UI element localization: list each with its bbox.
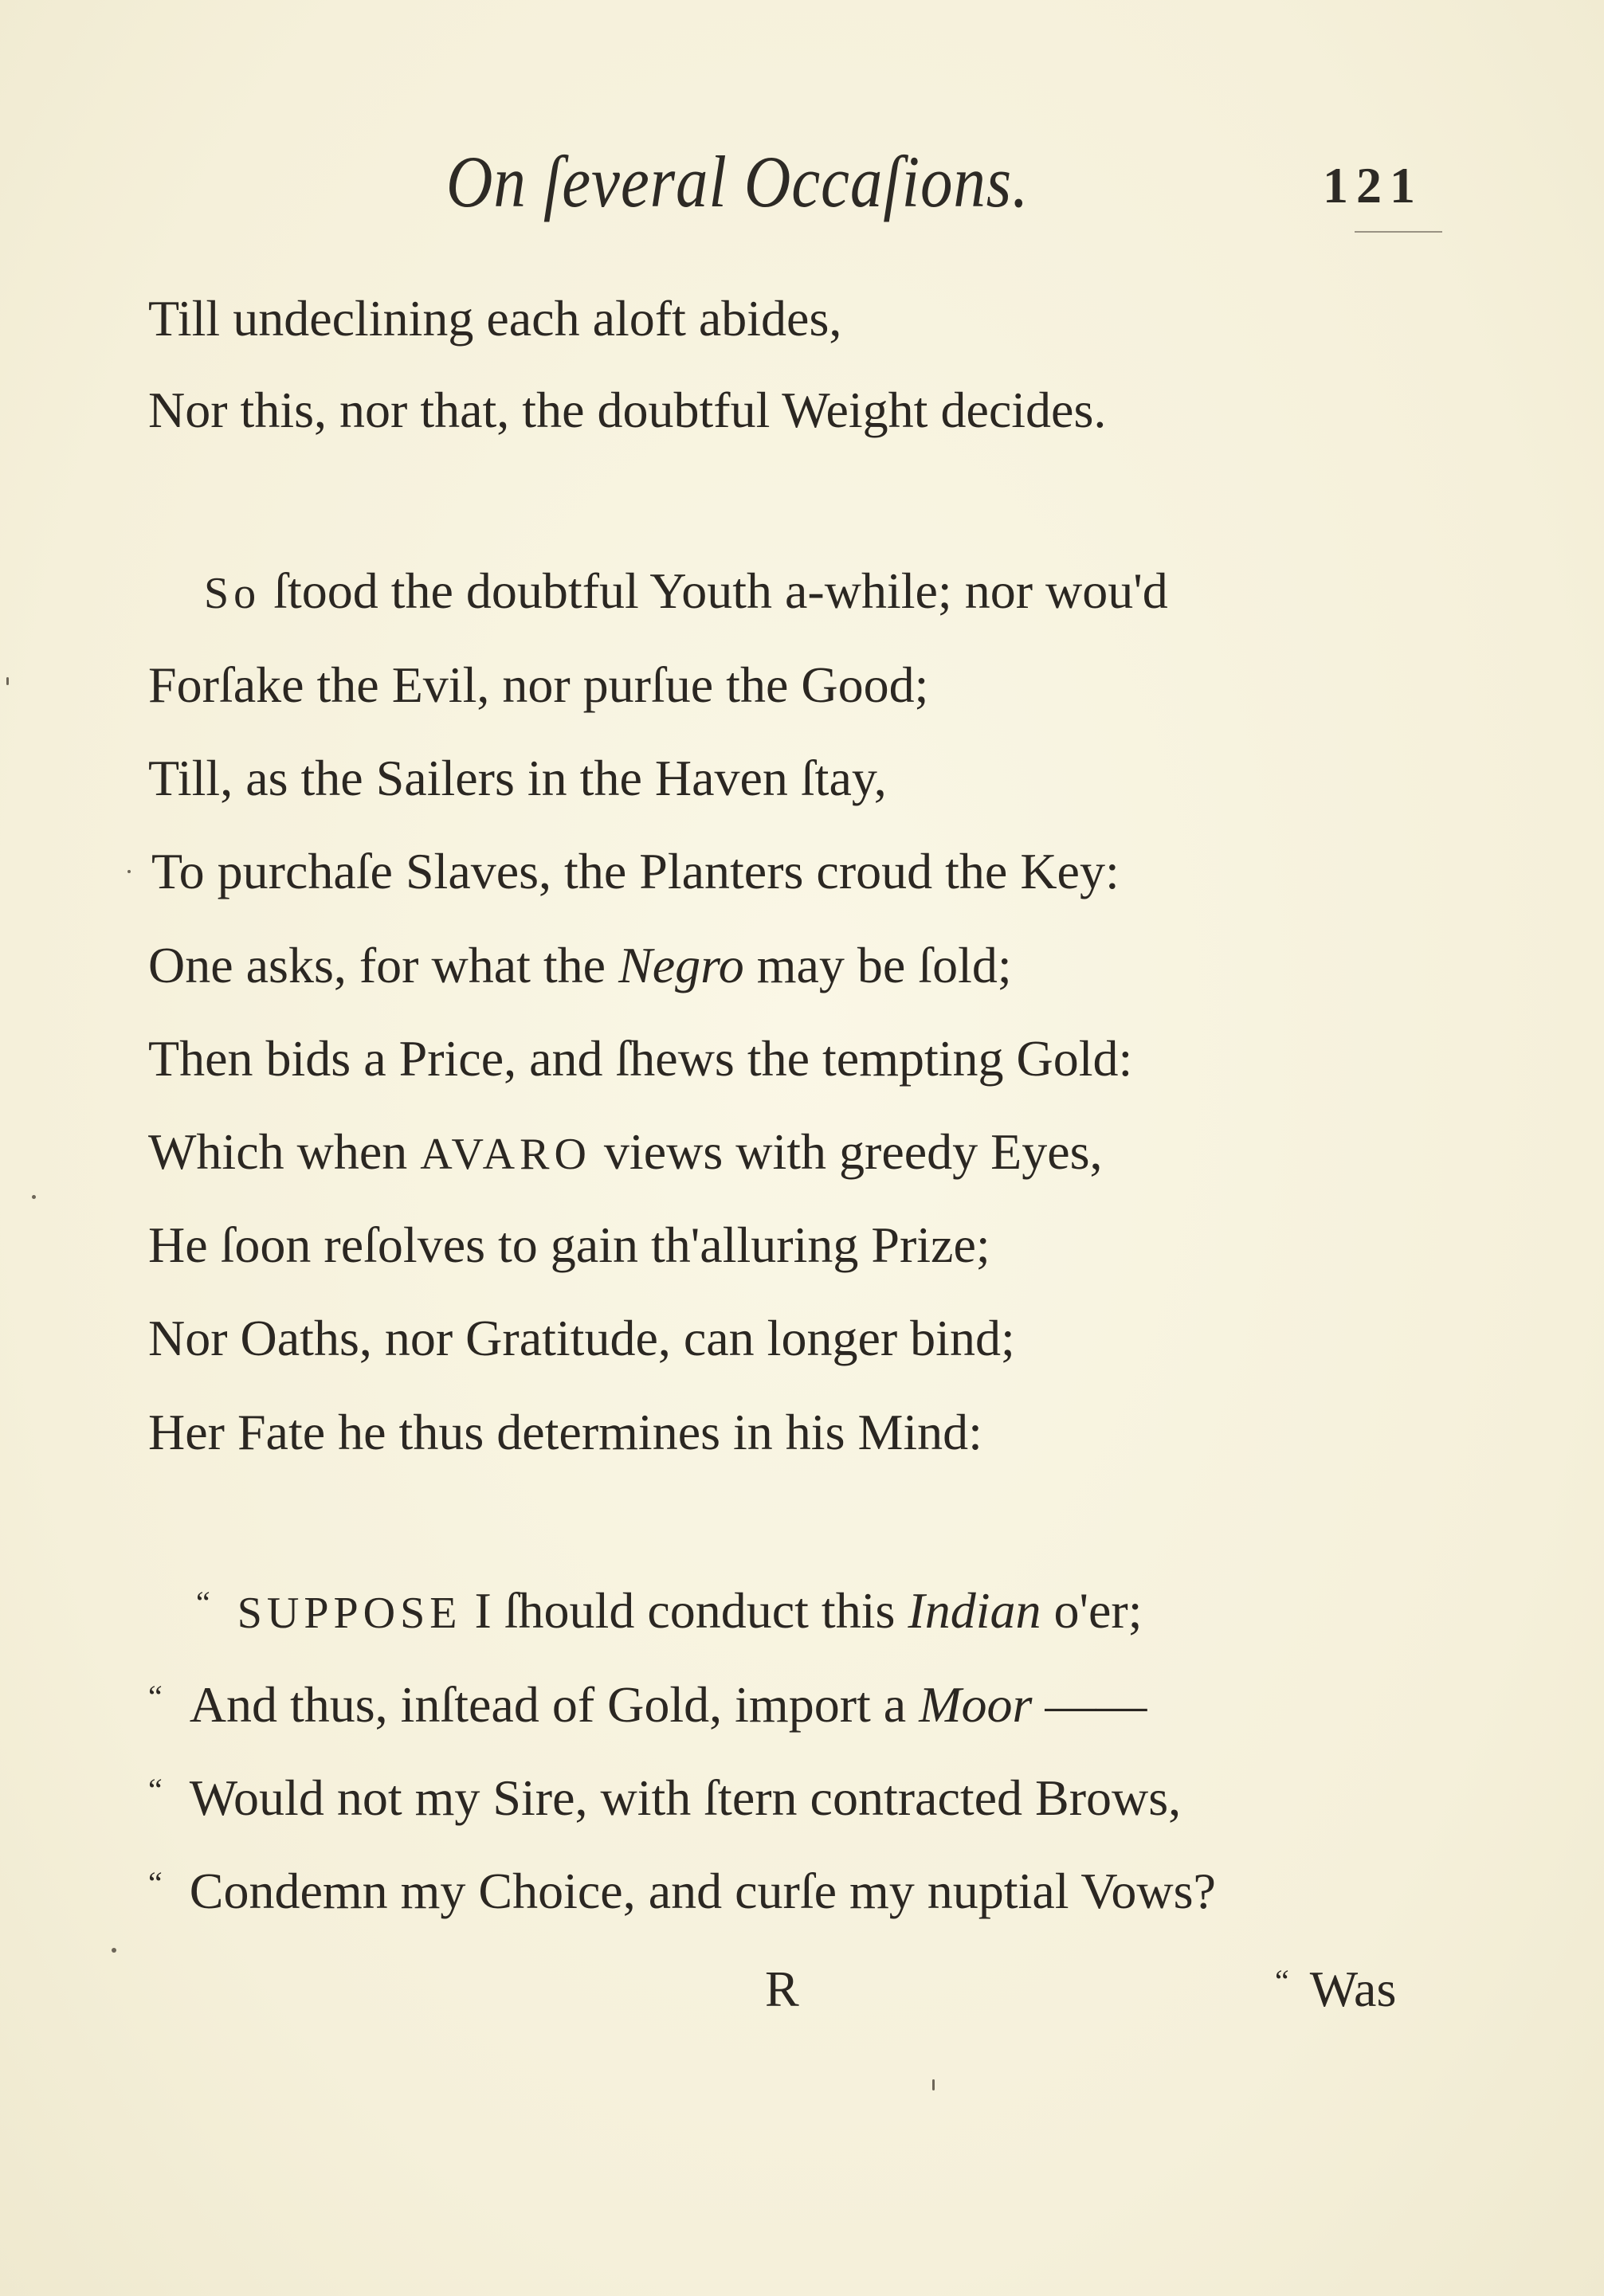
running-title: On ſeveral Occaſions. bbox=[446, 141, 1029, 222]
stanza2-line9: Nor Oaths, nor Gratitude, can longer bind; bbox=[148, 1310, 1015, 1366]
paper-speck bbox=[32, 1195, 36, 1199]
signature-mark: R bbox=[765, 1961, 799, 2017]
stanza2-line2: Forſake the Evil, nor purſue the Good; bbox=[148, 656, 929, 713]
quotation-mark: “ bbox=[1275, 1963, 1289, 1999]
stanza1-line1: Till undeclining each aloft abides, bbox=[148, 290, 842, 347]
quotation-mark: “ bbox=[148, 1865, 163, 1901]
italic-word-indian: Indian bbox=[908, 1582, 1041, 1639]
stanza1-line2: Nor this, nor that, the doubtful Weight decides. bbox=[148, 382, 1107, 438]
stanza2-line5: One asks, for what the Negro may be ſold; bbox=[148, 937, 1012, 993]
stanza3-opening-word: SUPPOSE bbox=[237, 1589, 462, 1638]
paper-speck bbox=[6, 677, 9, 685]
stanza2-opening-word: So bbox=[204, 569, 261, 618]
italic-word-moor: Moor bbox=[919, 1676, 1033, 1733]
stanza3-line2: “ And thus, inſtead of Gold, import a Moor —— bbox=[148, 1676, 1147, 1733]
stanza2-line10: Her Fate he thus determines in his Mind: bbox=[148, 1404, 982, 1460]
stanza2-line6: Then bids a Price, and ſhews the tempting Gold: bbox=[148, 1030, 1133, 1087]
quotation-mark: “ bbox=[148, 1772, 163, 1808]
stanza3-line4: “ Condemn my Choice, and curſe my nuptial Vows? bbox=[148, 1863, 1216, 1919]
stanza3-line3: “ Would not my Sire, with ſtern contracted Brows, bbox=[148, 1769, 1182, 1826]
stanza2-line7: Which when AVARO views with greedy Eyes, bbox=[148, 1123, 1103, 1180]
paper-speck bbox=[932, 2079, 935, 2090]
stanza3-line1: “ SUPPOSE I ſhould conduct this Indian o'er; bbox=[196, 1582, 1143, 1639]
italic-word-negro: Negro bbox=[618, 937, 744, 993]
stanza2-line3: Till, as the Sailers in the Haven ſtay, bbox=[148, 750, 887, 806]
name-avaro: AVARO bbox=[420, 1130, 591, 1179]
paper-speck bbox=[127, 870, 131, 873]
stanza2-line8: He ſoon reſolves to gain th'alluring Prize; bbox=[148, 1217, 990, 1273]
paper-speck bbox=[112, 1948, 116, 1953]
quotation-mark: “ bbox=[148, 1679, 163, 1714]
stanza2-line4: To purchaſe Slaves, the Planters croud the Key: bbox=[151, 843, 1120, 899]
page-number: 121 bbox=[1323, 157, 1423, 214]
header-rule bbox=[1355, 231, 1442, 233]
quotation-mark: “ bbox=[196, 1585, 210, 1620]
stanza2-line1: So ſtood the doubtful Youth a-while; nor wou'd bbox=[204, 562, 1168, 619]
catchword: “ Was bbox=[1275, 1961, 1397, 2017]
